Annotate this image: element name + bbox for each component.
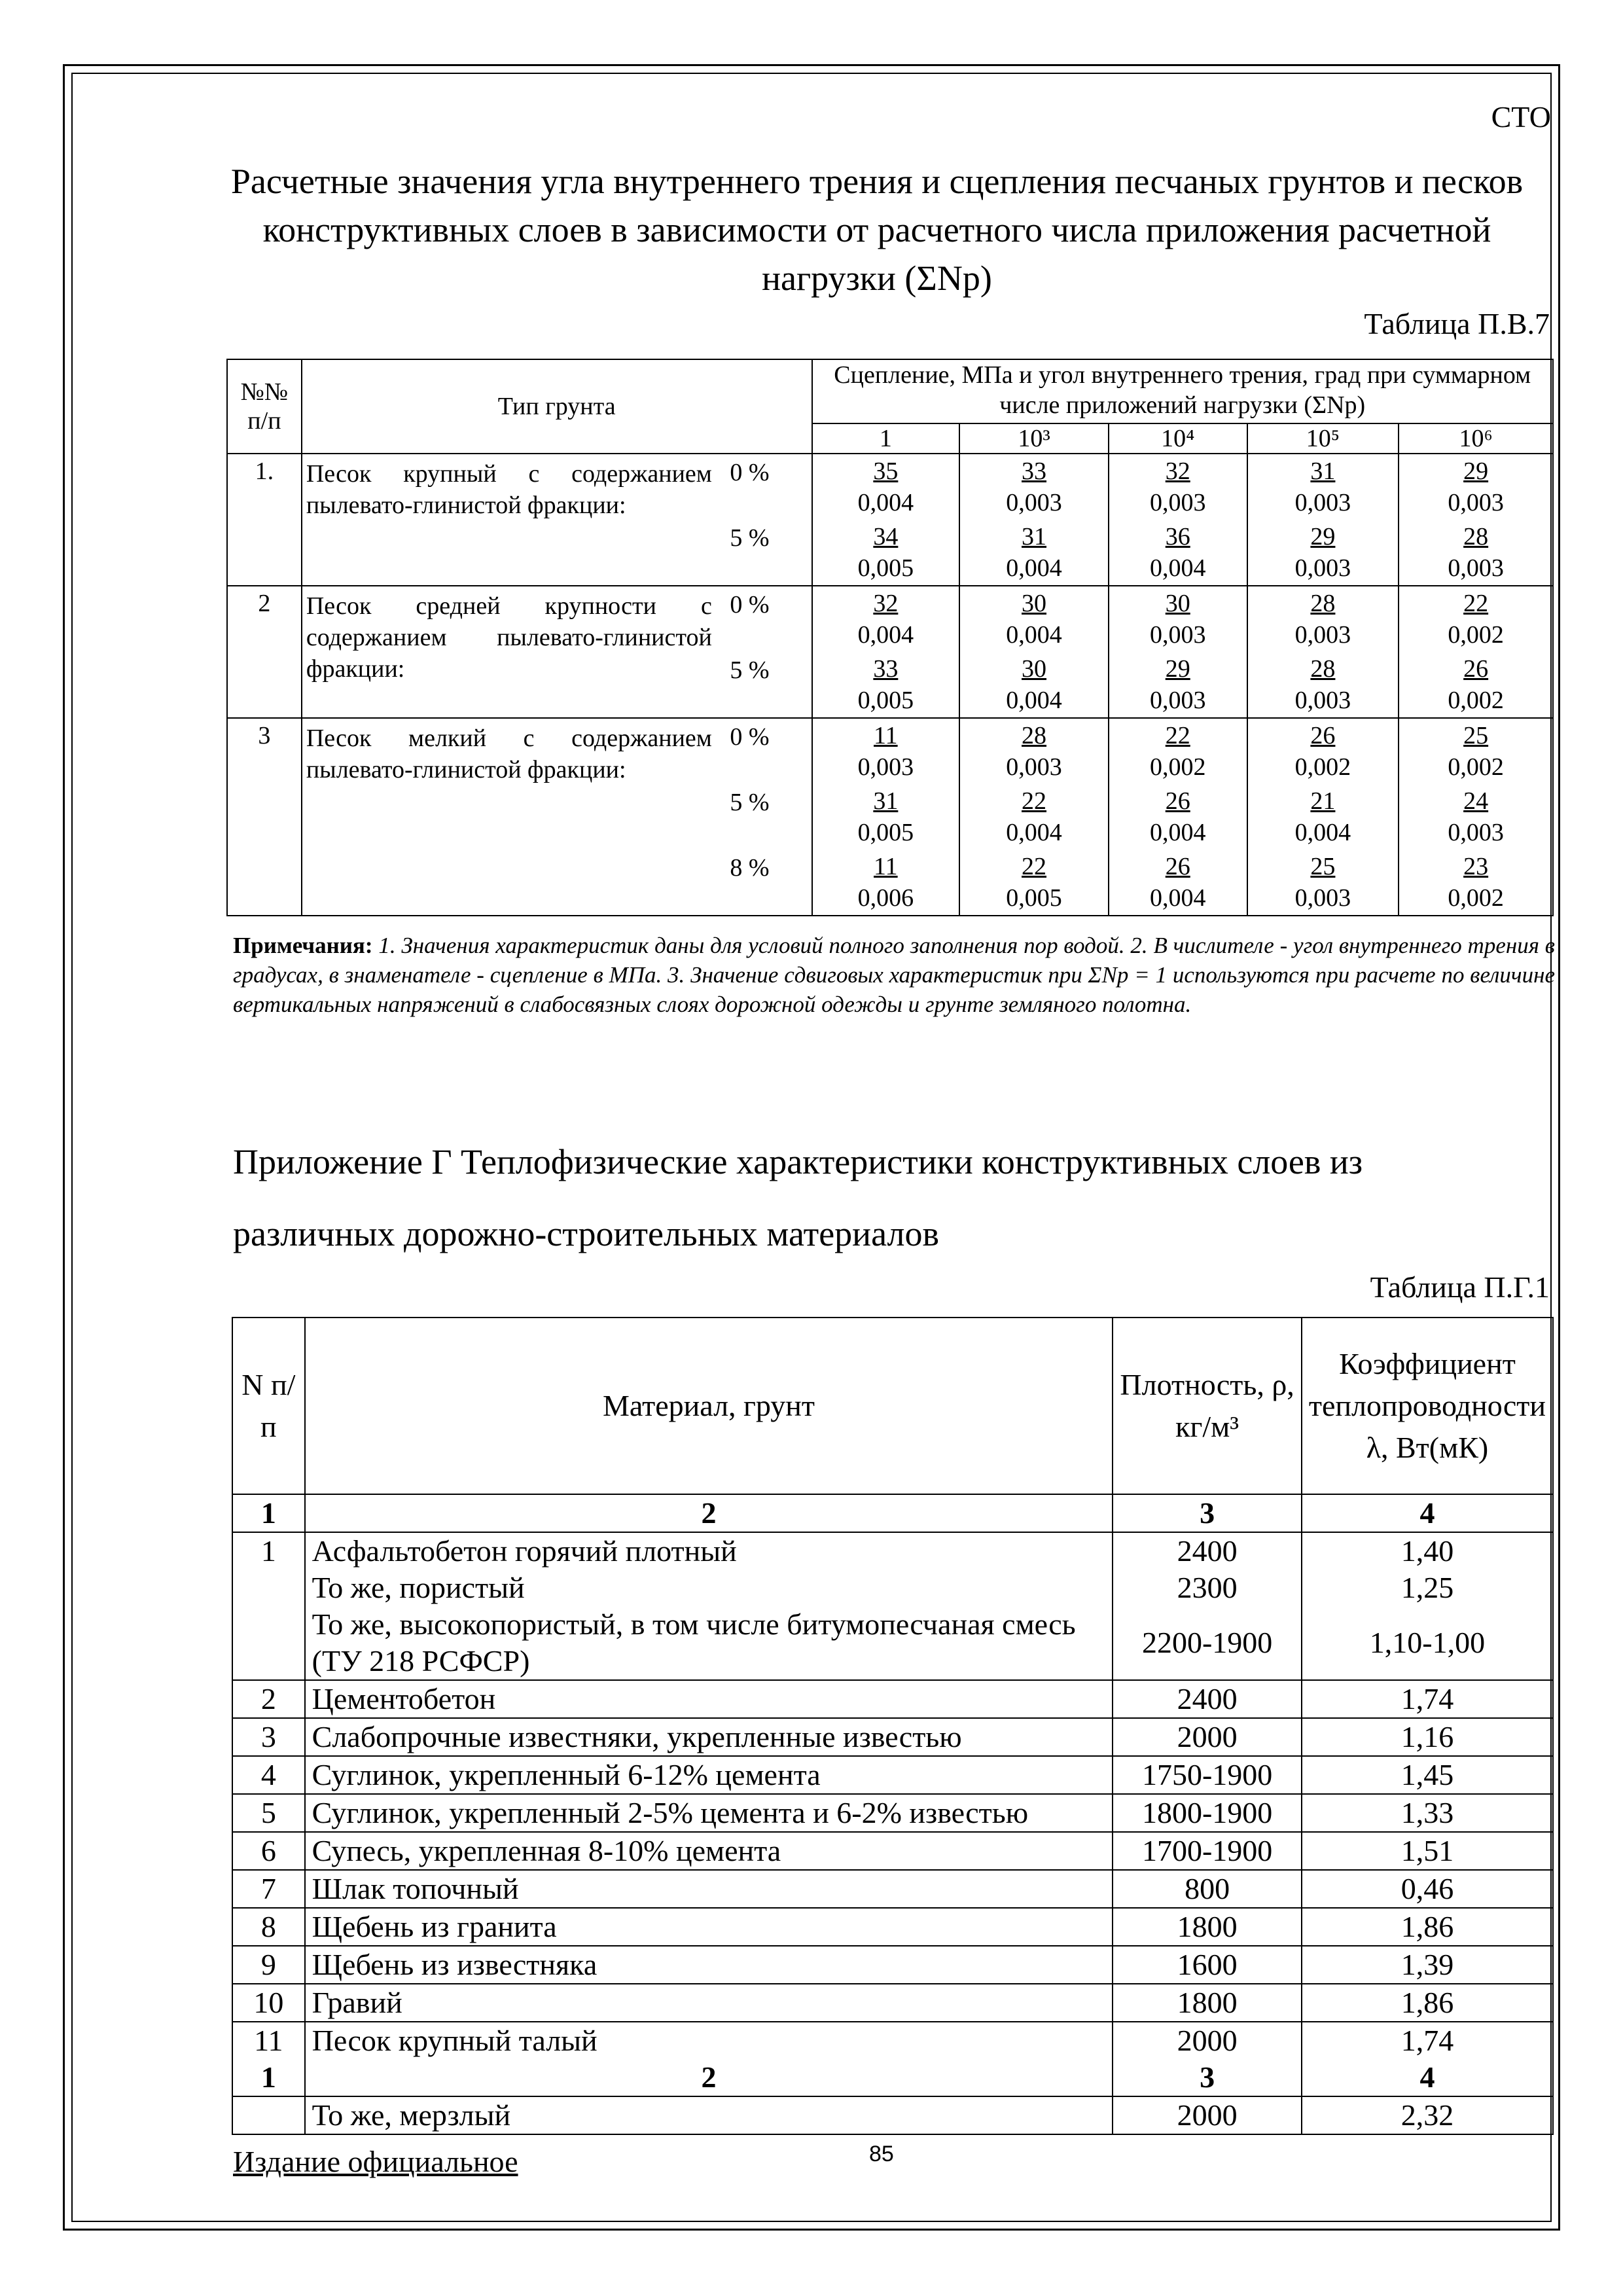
friction-angle: 34 xyxy=(873,523,899,550)
material: Цементобетон xyxy=(305,1680,1113,1718)
row-number: 8 xyxy=(232,1908,305,1946)
cohesion: 0,003 xyxy=(1149,489,1206,516)
value-cell xyxy=(1109,454,1247,586)
row-number: 1. xyxy=(227,454,302,586)
material: Гравий xyxy=(305,1984,1113,2022)
density: 800 xyxy=(1113,1870,1302,1908)
conductivity: 2,32 xyxy=(1302,2096,1553,2134)
continuation-number: 1 xyxy=(232,2059,305,2096)
friction-angle: 26 xyxy=(1165,853,1190,880)
cohesion: 0,004 xyxy=(1149,819,1206,846)
friction-angle: 31 xyxy=(1310,457,1336,485)
cohesion: 0,004 xyxy=(1294,819,1351,846)
header-load-group: Сцепление, МПа и угол внутреннего трения, град при суммарном числе приложений нагрузки (ΣNр) xyxy=(812,359,1554,423)
cohesion: 0,002 xyxy=(1448,884,1504,912)
row-number: 11 xyxy=(232,2022,305,2059)
cohesion: 0,004 xyxy=(1006,621,1062,649)
fraction-percent: 5 % xyxy=(730,789,770,816)
friction-angle: 29 xyxy=(1310,523,1336,550)
table-row xyxy=(232,1984,1553,2022)
friction-angle: 25 xyxy=(1310,853,1336,880)
table-row xyxy=(232,1870,1553,1908)
friction-angle: 31 xyxy=(873,787,899,815)
header-col-3: Плотность, ρ, кг/м³ xyxy=(1113,1318,1302,1494)
friction-angle: 11 xyxy=(874,853,898,880)
cohesion: 0,004 xyxy=(857,489,914,516)
cohesion: 0,003 xyxy=(1294,884,1351,912)
conductivity: 1,86 xyxy=(1302,1908,1553,1946)
cohesion: 0,005 xyxy=(857,687,914,714)
row-number xyxy=(232,2096,305,2134)
conductivity: 1,74 xyxy=(1302,1680,1553,1718)
cohesion: 0,003 xyxy=(1006,753,1062,781)
table-row xyxy=(232,1832,1553,1870)
conductivity: 1,45 xyxy=(1302,1756,1553,1794)
row-number: 9 xyxy=(232,1946,305,1984)
density: 1600 xyxy=(1113,1946,1302,1984)
cohesion: 0,003 xyxy=(1149,687,1206,714)
cohesion: 0,005 xyxy=(857,554,914,582)
density: 2400 xyxy=(1113,1532,1302,1570)
table-title: Расчетные значения угла внутреннего трения и сцепления песчаных грунтов и песков конструктивных слоев в зависимости от расчетного числа приложения расчетной нагрузки (ΣNр) xyxy=(230,162,1524,298)
cohesion: 0,003 xyxy=(1448,489,1504,516)
value-cell xyxy=(1399,718,1553,916)
friction-angle: 11 xyxy=(874,722,898,749)
value-cell xyxy=(1399,586,1553,718)
material: Суглинок, укрепленный 6-12% цемента xyxy=(305,1756,1113,1794)
continuation-number: 2 xyxy=(305,2059,1113,2096)
cohesion: 0,002 xyxy=(1448,621,1504,649)
material: Суглинок, укрепленный 2-5% цемента и 6-2% известью xyxy=(305,1794,1113,1832)
conductivity: 1,39 xyxy=(1302,1946,1553,1984)
cohesion: 0,003 xyxy=(1294,489,1351,516)
cohesion: 0,004 xyxy=(1006,687,1062,714)
row-number: 6 xyxy=(232,1832,305,1870)
material: Песок крупный талый xyxy=(305,2022,1113,2059)
cohesion: 0,003 xyxy=(1006,489,1062,516)
official-edition: Издание официальное xyxy=(233,2145,518,2178)
density: 2200-1900 xyxy=(1113,1606,1302,1680)
cohesion: 0,002 xyxy=(1448,687,1504,714)
thermal-characteristics-table xyxy=(232,1317,1554,2135)
fraction-percent: 0 % xyxy=(730,591,770,619)
material: Шлак топочный xyxy=(305,1870,1113,1908)
cohesion: 0,003 xyxy=(857,753,914,781)
density: 1800-1900 xyxy=(1113,1794,1302,1832)
material: То же, мерзлый xyxy=(305,2096,1113,2134)
cohesion: 0,003 xyxy=(1294,554,1351,582)
cohesion: 0,005 xyxy=(857,819,914,846)
value-cell xyxy=(812,718,960,916)
friction-angle: 26 xyxy=(1463,655,1489,683)
friction-angle: 28 xyxy=(1310,590,1336,617)
cohesion: 0,003 xyxy=(1294,621,1351,649)
continuation-number: 3 xyxy=(1113,2059,1302,2096)
soil-type-cell xyxy=(302,718,812,916)
cohesion: 0,003 xyxy=(1448,554,1504,582)
value-cell xyxy=(1247,718,1399,916)
document-code: СТО xyxy=(1491,100,1551,134)
value-cell xyxy=(1247,586,1399,718)
table-row xyxy=(232,1570,1553,1606)
header-load-col: 10⁶ xyxy=(1399,423,1553,454)
cohesion: 0,003 xyxy=(1448,819,1504,846)
cohesion: 0,004 xyxy=(1149,884,1206,912)
row-number: 3 xyxy=(227,718,302,916)
header-load-col: 10³ xyxy=(959,423,1109,454)
friction-angle: 21 xyxy=(1310,787,1336,815)
friction-angle: 30 xyxy=(1165,590,1190,617)
soil-type-cell xyxy=(302,586,812,718)
fraction-percent: 8 % xyxy=(730,854,770,882)
friction-angle: 22 xyxy=(1022,787,1047,815)
conductivity: 0,46 xyxy=(1302,1870,1553,1908)
appendix-heading xyxy=(233,1126,1542,1270)
table-row xyxy=(232,2022,1553,2059)
friction-angle: 23 xyxy=(1463,853,1489,880)
density: 1800 xyxy=(1113,1908,1302,1946)
conductivity: 1,10-1,00 xyxy=(1302,1606,1553,1680)
friction-angle: 29 xyxy=(1165,655,1190,683)
header-col-1: N п/п xyxy=(232,1318,305,1494)
table1-notes xyxy=(233,931,1555,1019)
density: 1800 xyxy=(1113,1984,1302,2022)
fraction-percent: 0 % xyxy=(730,459,770,486)
continuation-number: 4 xyxy=(1302,2059,1553,2096)
friction-angle: 32 xyxy=(1165,457,1190,485)
table-row xyxy=(232,1946,1553,1984)
notes-label: Примечания: xyxy=(233,933,373,958)
cohesion: 0,004 xyxy=(857,621,914,649)
row-number xyxy=(232,1606,305,1680)
header-soil-type: Тип грунта xyxy=(302,359,812,454)
value-cell xyxy=(812,454,960,586)
value-cell xyxy=(959,454,1109,586)
material: Супесь, укрепленная 8-10% цемента xyxy=(305,1832,1113,1870)
material: Асфальтобетон горячий плотный xyxy=(305,1532,1113,1570)
appendix-heading-line1: Приложение Г Теплофизические характеристики конструктивных слоев из xyxy=(233,1142,1363,1181)
conductivity: 1,51 xyxy=(1302,1832,1553,1870)
density: 1700-1900 xyxy=(1113,1832,1302,1870)
fraction-percent: 0 % xyxy=(730,723,770,751)
header-load-col: 10⁴ xyxy=(1109,423,1247,454)
cohesion: 0,003 xyxy=(1294,687,1351,714)
value-cell xyxy=(1109,586,1247,718)
friction-angle: 28 xyxy=(1310,655,1336,683)
appendix-heading-line2: различных дорожно-строительных материалов xyxy=(233,1214,939,1253)
conductivity: 1,40 xyxy=(1302,1532,1553,1570)
cohesion: 0,005 xyxy=(1006,884,1062,912)
fraction-percent: 5 % xyxy=(730,524,770,552)
cohesion: 0,004 xyxy=(1149,554,1206,582)
cohesion: 0,004 xyxy=(1006,554,1062,582)
cohesion: 0,006 xyxy=(857,884,914,912)
soil-type: Песок мелкий с содержанием пылевато-глинистой фракции: xyxy=(306,725,712,783)
friction-angle: 22 xyxy=(1165,722,1190,749)
cohesion: 0,003 xyxy=(1149,621,1206,649)
row-number: 7 xyxy=(232,1870,305,1908)
header-load-col: 10⁵ xyxy=(1247,423,1399,454)
density: 2000 xyxy=(1113,2022,1302,2059)
density: 1750-1900 xyxy=(1113,1756,1302,1794)
row-number: 2 xyxy=(227,586,302,718)
column-number: 1 xyxy=(232,1494,305,1532)
material: То же, пористый xyxy=(305,1570,1113,1606)
value-cell xyxy=(1399,454,1553,586)
friction-angle: 28 xyxy=(1022,722,1047,749)
cohesion: 0,002 xyxy=(1294,753,1351,781)
column-number: 4 xyxy=(1302,1494,1553,1532)
friction-angle: 33 xyxy=(873,655,899,683)
fraction-percent: 5 % xyxy=(730,656,770,684)
table1-number: Таблица П.В.7 xyxy=(1364,307,1550,340)
soil-type-cell xyxy=(302,454,812,586)
friction-angle: 30 xyxy=(1022,655,1047,683)
friction-angle: 35 xyxy=(873,457,899,485)
friction-angle: 30 xyxy=(1022,590,1047,617)
friction-angle: 28 xyxy=(1463,523,1489,550)
table-row xyxy=(232,2096,1553,2134)
conductivity: 1,25 xyxy=(1302,1570,1553,1606)
value-cell xyxy=(1109,718,1247,916)
value-cell xyxy=(959,718,1109,916)
friction-angle: 31 xyxy=(1022,523,1047,550)
density: 2400 xyxy=(1113,1680,1302,1718)
table2-number: Таблица П.Г.1 xyxy=(1370,1270,1550,1304)
row-number xyxy=(232,1570,305,1606)
friction-angle: 24 xyxy=(1463,787,1489,815)
friction-angle: 26 xyxy=(1165,787,1190,815)
table-row xyxy=(232,1756,1553,1794)
soil-type: Песок крупный с содержанием пылевато-глинистой фракции: xyxy=(306,460,712,519)
row-number: 3 xyxy=(232,1718,305,1756)
material: Слабопрочные известняки, укрепленные известью xyxy=(305,1718,1113,1756)
friction-angle: 33 xyxy=(1022,457,1047,485)
table-row xyxy=(232,1532,1553,1570)
material: То же, высокопористый, в том числе битумопесчаная смесь (ТУ 218 РСФСР) xyxy=(305,1606,1113,1680)
conductivity: 1,16 xyxy=(1302,1718,1553,1756)
cohesion: 0,002 xyxy=(1448,753,1504,781)
row-number: 10 xyxy=(232,1984,305,2022)
header-load-col: 1 xyxy=(812,423,960,454)
friction-angle: 22 xyxy=(1463,590,1489,617)
row-number: 5 xyxy=(232,1794,305,1832)
header-col-2: Материал, грунт xyxy=(305,1318,1113,1494)
row-number: 1 xyxy=(232,1532,305,1570)
table-row xyxy=(232,1794,1553,1832)
conductivity: 1,86 xyxy=(1302,1984,1553,2022)
column-number: 3 xyxy=(1113,1494,1302,1532)
conductivity: 1,74 xyxy=(1302,2022,1553,2059)
conductivity: 1,33 xyxy=(1302,1794,1553,1832)
material: Щебень из гранита xyxy=(305,1908,1113,1946)
table-row xyxy=(232,1680,1553,1718)
row-number: 2 xyxy=(232,1680,305,1718)
header-num: №№ п/п xyxy=(227,359,302,454)
value-cell xyxy=(812,586,960,718)
friction-angle: 26 xyxy=(1310,722,1336,749)
friction-angle: 32 xyxy=(873,590,899,617)
density: 2000 xyxy=(1113,2096,1302,2134)
header-col-4: Коэффициент теплопроводности λ, Вт(мК) xyxy=(1302,1318,1553,1494)
density: 2000 xyxy=(1113,1718,1302,1756)
soil-type: Песок средней крупности с содержанием пылевато-глинистой фракции: xyxy=(306,592,712,683)
density: 2300 xyxy=(1113,1570,1302,1606)
value-cell xyxy=(1247,454,1399,586)
cohesion: 0,002 xyxy=(1149,753,1206,781)
column-number: 2 xyxy=(305,1494,1113,1532)
value-cell xyxy=(959,586,1109,718)
table-row xyxy=(232,1606,1553,1680)
friction-angle: 22 xyxy=(1022,853,1047,880)
shear-characteristics-table xyxy=(226,359,1554,916)
row-number: 4 xyxy=(232,1756,305,1794)
cohesion: 0,004 xyxy=(1006,819,1062,846)
friction-angle: 36 xyxy=(1165,523,1190,550)
page-number: 85 xyxy=(869,2142,894,2166)
notes-text: 1. Значения характеристик даны для условий полного заполнения пор водой. 2. В числителе - угол внутреннего трения в градусах, в знаменателе - сцепление в МПа. 3. Значение сдвиговых характеристик при ΣNр = 1 используются при расчете по величине вертикальных напряжений в слабосвязных слоях дорожной одежды и грунте земляного полотна. xyxy=(233,933,1556,1017)
table-row xyxy=(232,1908,1553,1946)
friction-angle: 29 xyxy=(1463,457,1489,485)
material: Щебень из известняка xyxy=(305,1946,1113,1984)
table-row xyxy=(232,1718,1553,1756)
friction-angle: 25 xyxy=(1463,722,1489,749)
